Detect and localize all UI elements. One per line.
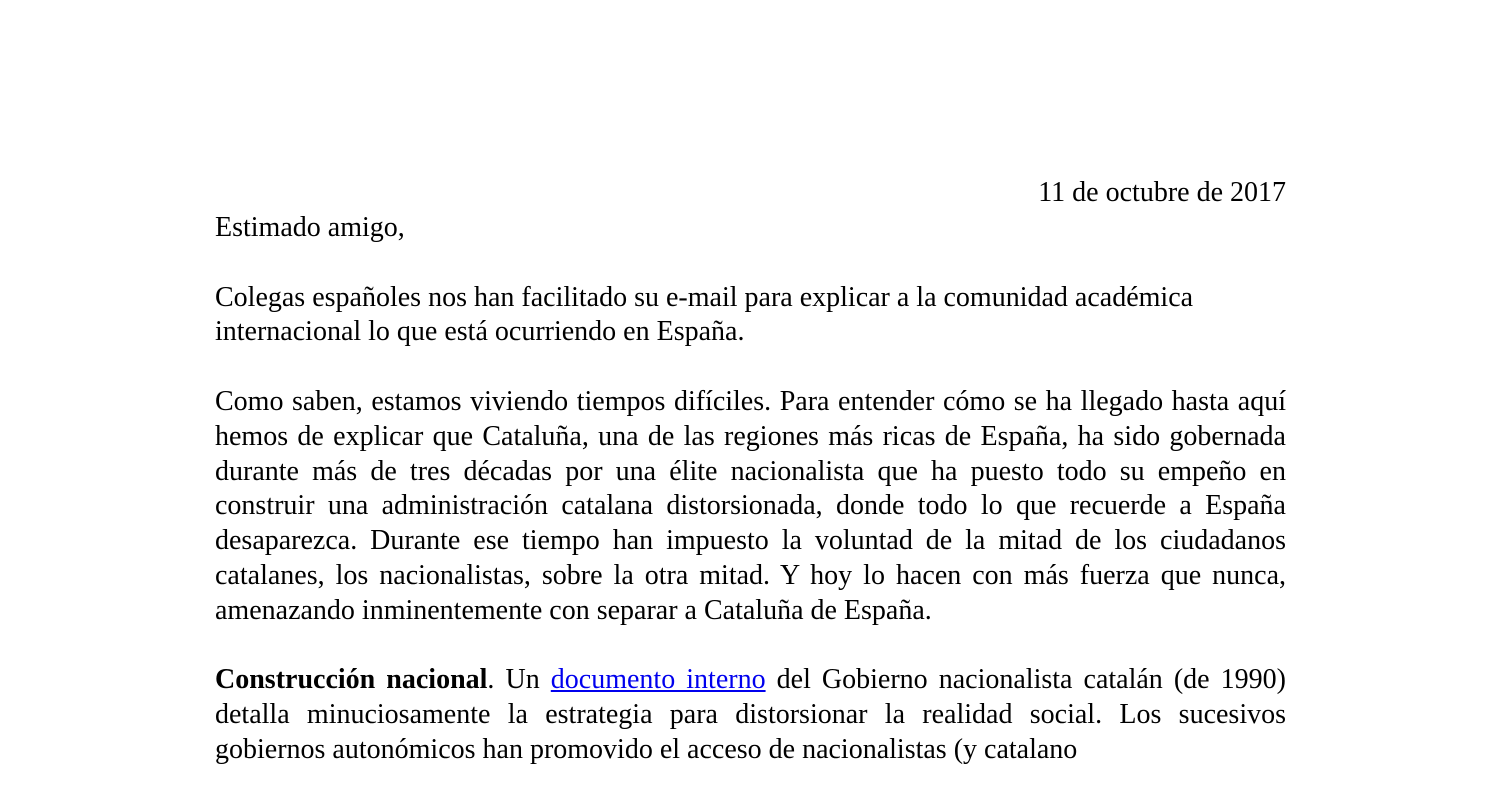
paragraph-intro: Colegas españoles nos han facilitado su e-mail para explicar a la comunidad académica internacional lo que está ocurriendo en España.: [215, 281, 1194, 348]
heading-suffix: . Un: [487, 664, 551, 696]
documento-interno-link[interactable]: documento interno: [550, 664, 766, 696]
paragraph-text: del Gobierno nacionalista catalán (de 1990) detalla minuciosamente la estrategia para distorsionar la realidad social. Los sucesivos gobiernos autonómicos han promovido el acceso de nacionalistas (y catalano: [215, 664, 1286, 765]
paragraph-context: Como saben, estamos viviendo tiempos difíciles. Para entender cómo se ha llegado hasta aquí hemos de explicar que Cataluña, una de las regiones más ricas de España, ha sido gobernada durante más de tres décadas por una élite nacionalista que ha puesto todo su empeño en construir una administración catalana distorsionada, donde todo lo que recuerde a España desaparezca. Durante ese tiempo han impuesto la voluntad de la mitad de los ciudadanos catalanes, los nacionalistas, sobre la otra mitad. Y hoy lo hacen con más fuerza que nunca, amenazando inminentemente con separar a Cataluña de España.: [215, 385, 1286, 626]
section-heading: Construcción nacional: [215, 664, 488, 696]
letter-salutation: Estimado amigo,: [215, 212, 405, 243]
paragraph-construccion-nacional: [215, 663, 1286, 767]
letter-body: [215, 176, 1286, 785]
letter-date: 11 de octubre de 2017: [1038, 177, 1286, 208]
